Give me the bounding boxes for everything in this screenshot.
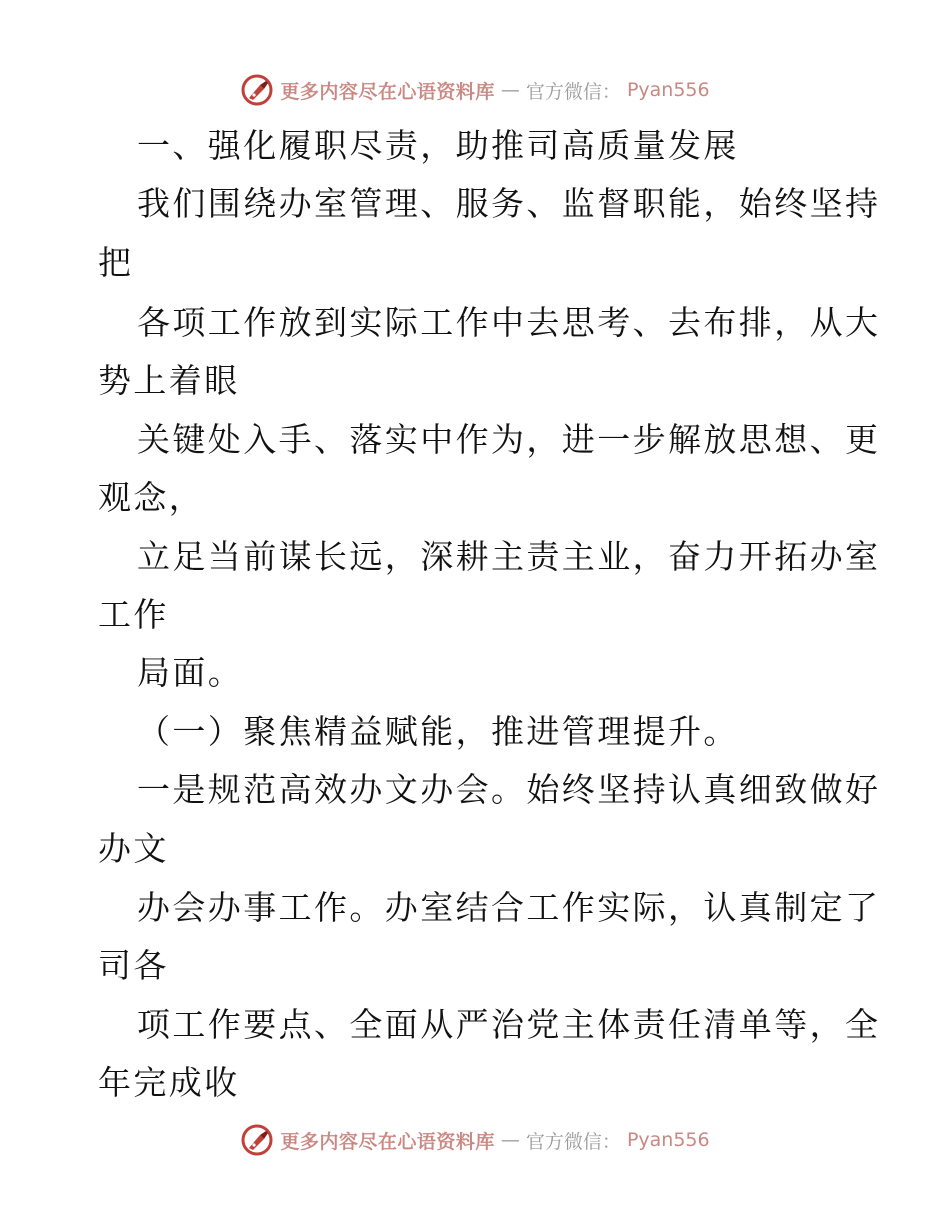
text-line: （一）聚焦精益赋能，推进管理提升。 <box>137 712 739 751</box>
text-line: 年完成收 <box>98 1063 240 1102</box>
text-line: 一、强化履职尽责，助推司高质量发展 <box>137 126 739 165</box>
footer-watermark <box>0 1120 950 1160</box>
watermark-brand-text: 更多内容尽在心语资料库 <box>280 1130 495 1153</box>
watermark-wechat-id: Pyan556 <box>626 1129 710 1151</box>
pen-nib-logo-icon <box>240 1123 274 1157</box>
text-line: 办会办事工作。办室结合工作实际，认真制定了 <box>137 888 881 927</box>
text-line: 局面。 <box>137 653 244 692</box>
text-line: 关键处入手、落实中作为，进一步解放思想、更 <box>137 420 881 459</box>
watermark-wechat-id: Pyan556 <box>626 79 710 101</box>
text-line: 立足当前谋长远，深耕主责主业，奋力开拓办室 <box>137 537 881 576</box>
text-line: 各项工作放到实际工作中去思考、去布排，从大 <box>137 303 881 342</box>
text-line: 把 <box>98 243 134 282</box>
text-line: 我们围绕办室管理、服务、监督职能，始终坚持 <box>137 184 881 223</box>
watermark-official-text: 官方微信： <box>525 80 621 103</box>
text-line: 工作 <box>98 595 169 634</box>
watermark-official-text: 官方微信： <box>525 1130 621 1153</box>
text-line: 项工作要点、全面从严治党主体责任清单等，全 <box>137 1005 881 1044</box>
watermark-dash: — <box>500 79 520 101</box>
text-line: 观念， <box>98 478 205 517</box>
text-line: 办文 <box>98 829 169 868</box>
watermark-brand-text: 更多内容尽在心语资料库 <box>280 80 495 103</box>
text-line: 一是规范高效办文办会。始终坚持认真细致做好 <box>137 770 881 809</box>
watermark-dash: — <box>500 1129 520 1151</box>
text-line: 司各 <box>98 946 169 985</box>
text-line: 势上着眼 <box>98 361 240 400</box>
